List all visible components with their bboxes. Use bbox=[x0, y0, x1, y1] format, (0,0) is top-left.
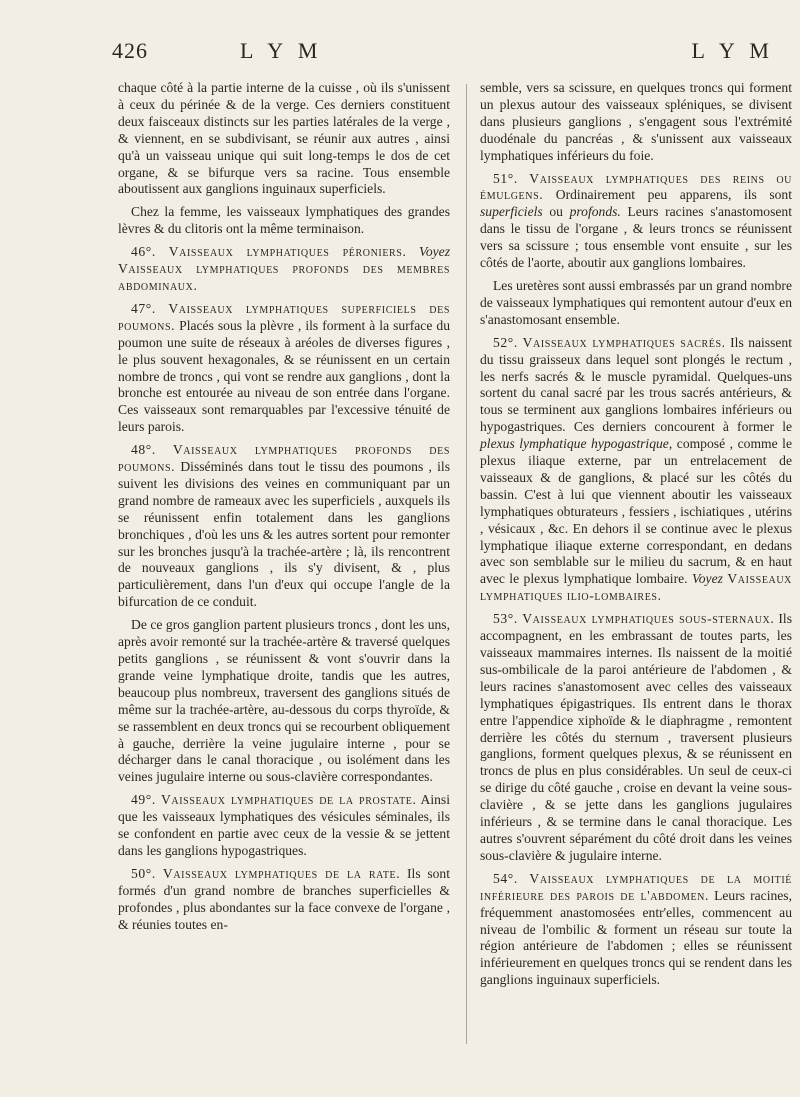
entry-53 bbox=[480, 611, 792, 865]
paragraph: Les uretères sont aussi embrassés par un grand nombre de vaisseaux lymphatiques qui remontent autour d'eux en s'anastomosant ensemble. bbox=[480, 277, 792, 327]
entry-heading: 53°. Vaisseaux lymphatiques sous-sternaux. bbox=[493, 611, 775, 627]
running-title-right: L Y M bbox=[691, 38, 774, 63]
entry-heading: 50°. Vaisseaux lymphatiques de la rate. bbox=[131, 865, 401, 881]
entry-51 bbox=[480, 171, 792, 272]
entry-text: Ordinairement peu apparens, ils sont bbox=[555, 187, 792, 203]
entry-46 bbox=[118, 244, 450, 295]
entry-47 bbox=[118, 301, 450, 436]
entry-heading: 49°. Vaisseaux lymphatiques de la prostate. bbox=[131, 792, 417, 808]
entry-heading: 46°. Vaisseaux lymphatiques péroniers. bbox=[131, 244, 407, 260]
cross-reference: Vaisseaux lymphatiques profonds des membres abdominaux. bbox=[118, 261, 450, 293]
see-reference: Voyez bbox=[419, 244, 450, 260]
italic-term: superficiels bbox=[480, 204, 543, 220]
cross-reference: Vaisseaux lymphatiques ilio-lombaires. bbox=[480, 571, 792, 604]
paragraph: semble, vers sa scissure, en quelques troncs qui forment un plexus autour des vaisseaux spléniques, se divisent dans plusieurs ganglions , s'engagent sous l'extrémité duodénale du pancréas , & s'unissent aux vaisseaux lymphatiques inférieurs du foie. bbox=[480, 80, 792, 163]
entry-text: Leurs racines s'anastomosent dans le tissu de l'organe , & leurs troncs se réunissent vers sa scissure ; tous ensemble vont ensuite , sur les côtés de l'aorte, aboutir aux ganglions lombaires. bbox=[480, 204, 792, 271]
entry-text: Ils accompagnent, en les embrassant de toutes parts, les vaisseaux mammaires internes. Ils naissent de la moitié sus-ombilicale de la paroi antérieure de l'abdomen , & leurs racines s'anastomosent avec celles des vaisseaux lymphatiques épigastriques. Ils entrent dans le thorax entre l'appendice xiphoïde & le diaphragme , remontent derrière les côtés du sternum , traversent plusieurs ganglions, forment quelques plexus, & se réunissent en troncs de plus en plus considérables. Un seul de ceux-ci se dirige du côté gauche , croise en devant la veine sous-clavière , & se jette dans les ganglions jugulaires inférieurs , & se termine dans le canal thoracique. Les autres s'ouvrent séparément du côté droit dans les veines sous-clavière & jugulaire interne. bbox=[480, 611, 792, 863]
running-title-left: L Y M bbox=[240, 38, 323, 63]
see-reference: Voyez bbox=[691, 571, 723, 587]
entry-54 bbox=[480, 871, 792, 989]
entry-heading: 48°. Vaisseaux lymphatiques profonds des poumons. bbox=[118, 442, 450, 475]
entry-50 bbox=[118, 866, 450, 934]
entry-text: Disséminés dans tout le tissu des poumons , ils suivent les divisions des veines en communiquant par un grand nombre de rameaux avec les superficiels , auxquels ils se réunissent enfin totalement dans les ganglions bronchiques , d'où les uns & les autres sortent pour remonter sur les bronches jusqu'à la trachée-artère ; là, ils rencontrent de nouveaux ganglions , ils s'y divisent, & , plus particulièrement, dans l'un d'eux qui occupe l'angle de la bifurcation de ce conduit. bbox=[118, 459, 450, 610]
entry-text: Ils naissent du tissu graisseux dans lequel sont plongés le rectum , les nerfs sacrés & le muscle pyramidal. Quelques-uns sortent du canal sacré par les trous sacrés antérieurs, & tous se terminent aux ganglions lombaires inférieurs ou hypogastriques. Ces derniers concourent à former le bbox=[480, 334, 792, 435]
left-column bbox=[118, 80, 450, 940]
running-header bbox=[112, 38, 786, 72]
entry-text: Placés sous la plèvre , ils forment à la surface du poumon une suite de réseaux à aréoles de diverses figures , le plus souvent hexagonales, & se réunissent en un certain nombre de troncs , qui vont se rendre aux ganglions , dont la bronche est entourée au niveau de son entrée dans l'organe. Ces vaisseaux sont remarquables par l'excessive ténuité de leurs parois. bbox=[118, 317, 450, 435]
italic-term: plexus lymphatique hypogastrique bbox=[480, 436, 669, 452]
entry-text: Leurs racines, fréquemment anastomosées entr'elles, commencent au niveau de l'ombilic & forment un réseau sur toute la région antérieure de l'abdomen ; elles se réunissent inférieurement en quelques troncs qui se rendent dans les ganglions inguinaux superficiels. bbox=[480, 887, 792, 988]
right-column bbox=[480, 80, 792, 995]
paragraph: Chez la femme, les vaisseaux lymphatiques des grandes lèvres & du clitoris ont la même terminaison. bbox=[118, 204, 450, 237]
paragraph: chaque côté à la partie interne de la cuisse , où ils s'unissent à ceux du périnée & de la verge. Ces derniers constituent deux faisceaux distincts sur les parties latérales de la verge , & viennent, en se subdivisant, se réunir aux autres , ainsi qu'à un vaisseau unique qui suit long-temps le dos de cet organe, & se bifurque vers sa racine. Tous ensemble aboutissent aux ganglions inguinaux superficiels. bbox=[118, 80, 450, 197]
entry-text: , composé , comme le plexus iliaque externe, par un entrelacement de vaisseaux & de ganglions, & placé sur les côtés du bassin. C'est à lui que viennent aboutir les vaisseaux lymphatiques obturateurs , fessiers , ischiatiques , utérins , vésicaux , &c. En dehors il se continue avec le plexus lymphatique iliaque externe correspondant, en dedans avec son semblable sur le milieu du sacrum, & en haut avec le plexus lymphatique lombaire. bbox=[480, 436, 792, 587]
entry-heading: 47°. Vaisseaux lymphatiques superficiels des poumons. bbox=[118, 300, 450, 333]
entry-52 bbox=[480, 335, 792, 606]
italic-term: profonds. bbox=[569, 204, 621, 220]
column-divider bbox=[466, 84, 467, 1044]
entry-heading: 52°. Vaisseaux lymphatiques sacrés. bbox=[493, 334, 726, 350]
entry-text: Ils sont formés d'un grand nombre de branches superficielles & profondes , plus abondantes sur la face convexe de l'organe , & réunies toutes en- bbox=[118, 865, 451, 932]
entry-heading: 54°. Vaisseaux lymphatiques de la moitié inférieure des parois de l'abdomen. bbox=[480, 870, 792, 903]
entry-text: Ainsi que les vaisseaux lymphatiques des vésicules séminales, ils se confondent en partie avec ceux de la vessie & se jettent dans les ganglions hypogastriques. bbox=[118, 792, 450, 858]
paragraph: De ce gros ganglion partent plusieurs troncs , dont les uns, après avoir remonté sur la trachée-artère & traversé quelques petits ganglions , se réunissent & vont s'ouvrir dans la grande veine lymphatique droite, tandis que les autres, beaucoup plus nombreux, traversent des ganglions situés de même sur la trachée-artère, au-dessous du corps thyroïde, & se rassemblent en deux troncs qui se recourbent obliquement à gauche, derrière la veine jugulaire interne , pour se décharger dans le canal thoracique , ou isolément dans les veines jugulaire interne ou sous-clavière correspondantes. bbox=[118, 617, 450, 785]
entry-text: ou bbox=[549, 204, 563, 220]
entry-heading: 51°. Vaisseaux lymphatiques des reins ou émulgens. bbox=[480, 170, 792, 203]
page-number: 426 bbox=[112, 38, 148, 63]
entry-49 bbox=[118, 792, 450, 860]
entry-48 bbox=[118, 442, 450, 611]
